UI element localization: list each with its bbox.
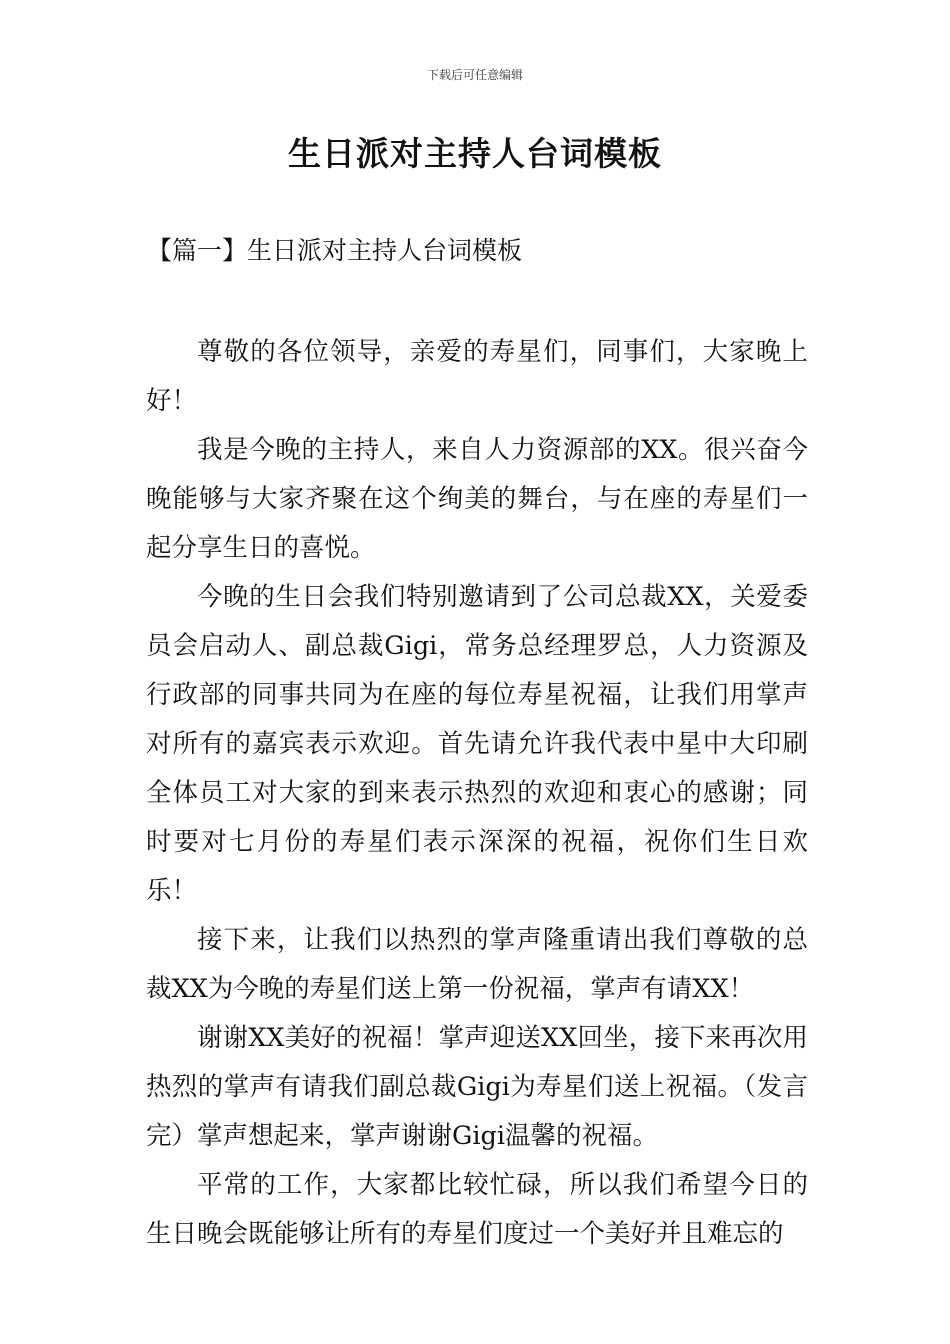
body-text bbox=[146, 328, 808, 1259]
header-note: 下载后可任意编辑 bbox=[426, 68, 523, 82]
paragraph-greeting: 尊敬的各位领导，亲爱的寿星们，同事们，大家晚上好！ bbox=[146, 337, 808, 416]
paragraph-guests-welcome: 今晚的生日会我们特别邀请到了公司总裁XX，关爱委员会启动人、副总裁Gigi，常务总经理罗总，人力资源及行政部的同事共同为在座的每位寿星祝福，让我们用掌声对所有的嘉宾表示欢迎。首先请允许我代表中星中大印刷全体员工对大家的到来表示热烈的欢迎和衷心的感谢；同时要对七月份的寿星们表示深深的祝福，祝你们生日欢乐！ bbox=[146, 582, 808, 906]
paragraph-closing: 平常的工作，大家都比较忙碌，所以我们希望今日的生日晚会既能够让所有的寿星们度过一个美好并且难忘的 bbox=[146, 1170, 808, 1249]
paragraph-host-intro: 我是今晚的主持人，来自人力资源部的XX。很兴奋今晚能够与大家齐聚在这个绚美的舞台，与在座的寿星们一起分享生日的喜悦。 bbox=[146, 435, 808, 563]
paragraph-president-invite: 接下来，让我们以热烈的掌声隆重请出我们尊敬的总裁XX为今晚的寿星们送上第一份祝福，掌声有请XX！ bbox=[146, 925, 808, 1004]
section-heading: 【篇一】生日派对主持人台词模板 bbox=[147, 236, 523, 265]
paragraph-vice-president-invite: 谢谢XX美好的祝福！掌声迎送XX回坐，接下来再次用热烈的掌声有请我们副总裁Gigi为寿星们送上祝福。（发言完）掌声想起来，掌声谢谢Gigi温馨的祝福。 bbox=[146, 1023, 808, 1151]
document-title: 生日派对主持人台词模板 bbox=[288, 134, 662, 173]
